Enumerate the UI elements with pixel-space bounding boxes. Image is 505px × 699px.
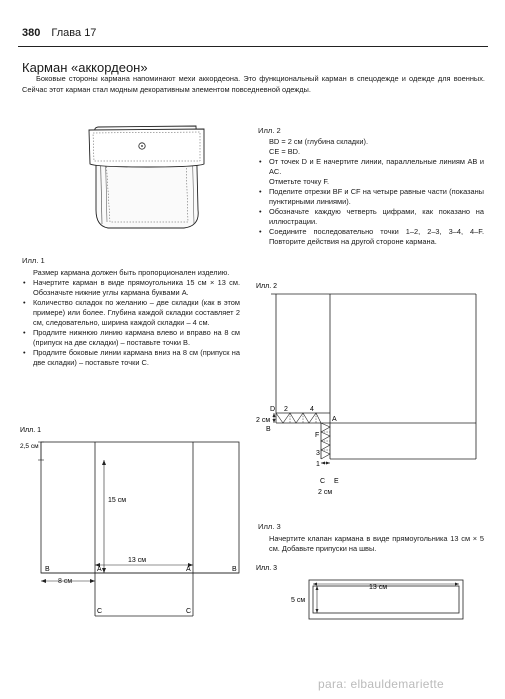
figure-3-instructions: Начертите клапан кармана в виде прямоугольника 13 см × 5 см. Добавьте припуски на швы. (269, 534, 484, 553)
figure-2-diagram (254, 280, 486, 502)
point-c-right: C (186, 608, 192, 615)
figure-1-diagram (18, 422, 246, 622)
list-item: • Соедините последовательно точки 1–2, 2–3, 3–4, 4–F. Повторите действия на другой стороне кармана. (258, 227, 484, 247)
chapter-label: Глава 17 (51, 27, 97, 39)
list-item: • Количество складок по желанию – две складки (как в этом примере) или более. Глубина каждой складки составляет 2 см, следовательно, ширина каждой складки – 4 см. (22, 298, 240, 328)
figure-2-label: Илл. 2 (256, 283, 277, 290)
lead-text: Размер кармана должен быть пропорционален изделию. (33, 268, 230, 277)
caption-ill2: Илл. 2 (258, 126, 281, 135)
running-header (22, 27, 96, 39)
figure-3-text (258, 522, 484, 554)
list-item: • Обозначьте каждую четверть цифрами, как показано на иллюстрации. (258, 207, 484, 227)
dim-top-label: 2,5 см (20, 443, 39, 450)
caption-ill3: Илл. 3 (258, 522, 281, 531)
left-column (22, 256, 240, 368)
point-a-right: A (186, 566, 191, 573)
list-item: • От точек D и E начертите линии, параллельные линиям AB и AC. (258, 157, 484, 177)
point-b-left: B (45, 566, 50, 573)
num-4: 4 (310, 406, 314, 413)
point-b-right: B (232, 566, 237, 573)
point-e: E (334, 478, 339, 485)
list-item: • Продлите нижнюю линию кармана влево и вправо на 8 см (припуск на две складки) – поставьте точки В. (22, 328, 240, 348)
num-2: 2 (284, 406, 288, 413)
point-a: A (332, 416, 337, 423)
figure-1-label: Илл. 1 (20, 427, 41, 434)
flap-height-label: 5 см (291, 597, 306, 604)
point-c: C (320, 478, 326, 485)
num-3: 3 (316, 450, 320, 457)
text-line: CE = BD. (269, 147, 301, 156)
figure-3-diagram (254, 562, 486, 624)
figure-3-label: Илл. 3 (256, 565, 277, 572)
num-1: 1 (316, 461, 320, 468)
text-line: BD = 2 см (глубина складки). (269, 137, 368, 146)
dim-ext-label: 8 см (58, 578, 73, 585)
caption-ill1: Илл. 1 (22, 256, 45, 265)
point-c-left: C (97, 608, 103, 615)
flap-width-label: 13 см (369, 584, 388, 591)
right-column (258, 126, 484, 247)
dim-width-label: 13 см (128, 557, 147, 564)
page-number: 380 (22, 27, 41, 39)
point-a-left: A (97, 566, 102, 573)
watermark-text: para: elbauldemariette (318, 677, 445, 691)
dim-bottom-label: 2 см (318, 489, 333, 496)
dim-depth-label: 2 см (256, 417, 271, 424)
point-b: B (266, 426, 271, 433)
left-bullets (22, 278, 240, 368)
intro-paragraph: Боковые стороны кармана напоминают мехи аккордеона. Это функциональный карман в спецодежде и одежде для военных. Сейчас этот карман стал модным декоративным элементом повседневной одежды. (22, 74, 485, 94)
right-bullets-a (258, 157, 484, 177)
point-d: D (270, 406, 276, 413)
text-line: Отметьте точку F. (269, 177, 330, 186)
list-item: • Продлите боковые линии кармана вниз на 8 см (припуск на две складки) – поставьте точки С. (22, 348, 240, 368)
right-bullets-b (258, 187, 484, 247)
section-title: Карман «аккордеон» (22, 60, 148, 75)
pocket-illustration (86, 118, 212, 240)
list-item: • Поделите отрезки BF и CF на четыре равные части (показаны пунктирными линиями). (258, 187, 484, 207)
point-f: F (315, 432, 320, 439)
header-rule (18, 46, 488, 47)
list-item: • Начертите карман в виде прямоугольника 15 см × 13 см. Обозначьте нижние углы кармана буквами А. (22, 278, 240, 298)
dim-height-label: 15 см (108, 497, 127, 504)
